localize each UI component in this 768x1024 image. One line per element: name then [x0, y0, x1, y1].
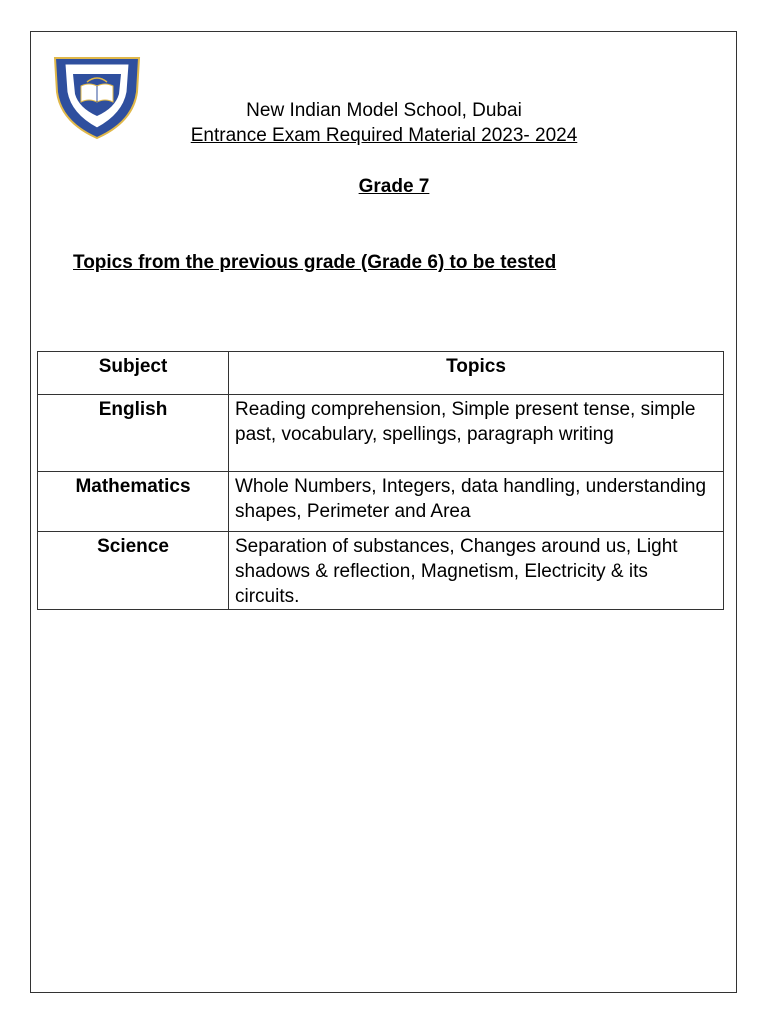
table-row [38, 395, 724, 472]
column-header-topics: Topics [229, 352, 724, 395]
topics-cell: Separation of substances, Changes around us, Light shadows & reflection, Magnetism, Electricity & its circuits. [229, 532, 724, 610]
grade-title: Grade 7 [358, 176, 430, 197]
school-name: New Indian Model School, Dubai [246, 100, 522, 121]
subject-cell: Mathematics [38, 472, 229, 532]
table-row [38, 472, 724, 532]
topics-heading: Topics from the previous grade (Grade 6) to be tested [73, 252, 557, 273]
subject-cell: English [38, 395, 229, 472]
topics-table [37, 351, 724, 610]
topics-cell: Whole Numbers, Integers, data handling, understanding shapes, Perimeter and Area [229, 472, 724, 532]
exam-title: Entrance Exam Required Material 2023- 2024 [190, 125, 578, 146]
table-header-row [38, 352, 724, 395]
subject-cell: Science [38, 532, 229, 610]
column-header-subject: Subject [38, 352, 229, 395]
topics-cell: Reading comprehension, Simple present tense, simple past, vocabulary, spellings, paragraph writing [229, 395, 724, 472]
table-row [38, 532, 724, 610]
